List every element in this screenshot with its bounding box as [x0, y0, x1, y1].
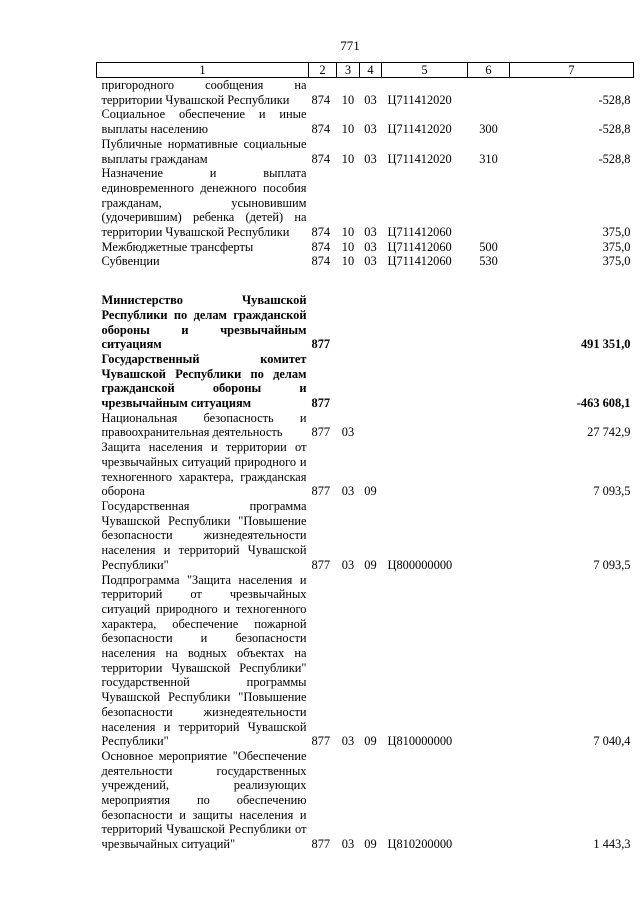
row-section: 10 [341, 239, 355, 254]
row-subsection: 03 [364, 122, 377, 137]
row-amount: -463 608,1 [576, 396, 631, 411]
row-section: 03 [341, 837, 355, 852]
row-expense: 300 [479, 122, 498, 137]
row-adm: 877 [311, 484, 331, 499]
table-row [97, 137, 634, 166]
row-expense [468, 411, 510, 440]
row-name: Основное мероприятие "Обеспечение деятельности государственных учреждений, реализующих мероприятия по обеспечению безопасности и защиты населения и территорий Чувашской Республики от чрезвычайных ситуаций" [101, 748, 307, 852]
row-target [382, 440, 468, 499]
row-amount: 1 443,3 [593, 837, 631, 852]
table-header-row [97, 63, 634, 78]
row-amount: -528,8 [598, 122, 631, 137]
row-subsection: 03 [364, 239, 377, 254]
table-row [97, 254, 634, 269]
row-subsection: 09 [364, 484, 377, 499]
row-target [382, 411, 468, 440]
row-adm: 874 [311, 225, 331, 240]
row-amount: -528,8 [598, 151, 631, 166]
row-amount: 27 742,9 [587, 425, 631, 440]
row-name: Защита населения и территории от чрезвычайных ситуаций природного и техногенного характера, гражданская оборона [101, 440, 307, 499]
row-section: 03 [341, 734, 355, 749]
table-row [97, 440, 634, 499]
column-header-target: 5 [382, 63, 468, 78]
row-amount: 7 093,5 [593, 557, 631, 572]
row-section: 10 [341, 122, 355, 137]
row-name: пригородного сообщения на территории Чувашской Республики [101, 78, 307, 107]
row-expense: 310 [479, 151, 498, 166]
column-header-adm: 2 [309, 63, 337, 78]
row-name: Публичные нормативные социальные выплаты гражданам [101, 136, 307, 166]
row-adm: 877 [311, 734, 331, 749]
row-target [382, 352, 468, 411]
row-subsection: 09 [364, 557, 377, 572]
row-expense [468, 78, 510, 108]
row-section: 10 [341, 225, 355, 240]
row-subsection: 09 [364, 837, 377, 852]
row-target: Ц711412020 [387, 92, 452, 107]
row-adm: 877 [311, 396, 331, 411]
row-expense [468, 293, 510, 352]
table-spacer-row [97, 269, 634, 293]
row-section: 03 [341, 425, 355, 440]
row-expense [468, 499, 510, 573]
row-target [382, 293, 468, 352]
row-expense [468, 440, 510, 499]
row-target: Ц810200000 [387, 837, 453, 852]
table-row [97, 749, 634, 852]
row-name: Социальное обеспечение и иные выплаты населению [101, 107, 307, 137]
row-expense [468, 749, 510, 852]
row-name: Межбюджетные трансферты [101, 239, 254, 254]
row-name: Назначение и выплата единовременного денежного пособия гражданам, усыновившим (удочерившим) ребенка (детей) на территории Чувашской Республики [101, 166, 307, 240]
row-subsection: 03 [364, 225, 377, 240]
row-expense [468, 352, 510, 411]
row-section [337, 352, 360, 411]
row-amount: 7 040,4 [593, 734, 631, 749]
row-expense [468, 166, 510, 240]
row-adm: 877 [311, 337, 331, 352]
column-header-section: 3 [337, 63, 360, 78]
table-row [97, 240, 634, 255]
row-amount: 375,0 [602, 239, 631, 254]
table-row [97, 499, 634, 573]
table-row [97, 166, 634, 240]
row-subsection: 03 [364, 92, 377, 107]
row-name: Министерство Чувашской Республики по делам гражданской обороны и чрезвычайным ситуациям [101, 293, 307, 352]
row-target: Ц711412060 [387, 239, 452, 254]
row-expense [468, 573, 510, 749]
row-amount: -528,8 [598, 92, 631, 107]
row-section: 03 [341, 484, 355, 499]
table-row [97, 107, 634, 136]
page-number: 771 [340, 38, 360, 53]
table-row [97, 293, 634, 352]
column-header-expense: 6 [468, 63, 510, 78]
row-target: Ц711412060 [387, 254, 452, 269]
row-name: Субвенции [101, 254, 160, 269]
row-adm: 877 [311, 557, 331, 572]
row-amount: 491 351,0 [580, 337, 631, 352]
row-adm: 874 [311, 254, 331, 269]
table-row [97, 411, 634, 440]
row-target: Ц711412020 [387, 151, 452, 166]
row-target: Ц810000000 [387, 734, 453, 749]
row-section: 10 [341, 92, 355, 107]
row-subsection: 03 [364, 254, 377, 269]
row-subsection [360, 352, 382, 411]
row-subsection [360, 411, 382, 440]
row-target: Ц711412060 [387, 225, 452, 240]
row-amount: 375,0 [602, 225, 631, 240]
row-name: Подпрограмма "Защита населения и территорий от чрезвычайных ситуаций природного и техногенного характера, обеспечение пожарной безопасности и безопасности населения на водных объектах на территории Чувашской Республики" государственной программы Чувашской Республики "Повышение безопасности жизнедеятельности населения и территорий Чувашской Республики" [101, 572, 307, 749]
budget-table [96, 62, 634, 852]
table-row [97, 352, 634, 411]
row-name: Государственная программа Чувашской Республики "Повышение безопасности жизнедеятельности населения и территорий Чувашской Республики" [101, 498, 307, 572]
row-adm: 877 [311, 837, 331, 852]
row-adm: 874 [311, 239, 331, 254]
row-adm: 874 [311, 92, 331, 107]
row-target: Ц711412020 [387, 122, 452, 137]
row-expense: 500 [479, 239, 498, 254]
column-header-name: 1 [97, 63, 309, 78]
row-section: 03 [341, 557, 355, 572]
row-amount: 375,0 [602, 254, 631, 269]
row-section [337, 293, 360, 352]
row-section: 10 [341, 151, 355, 166]
row-adm: 877 [311, 425, 331, 440]
table-row [97, 78, 634, 108]
spacer-cell [97, 269, 634, 293]
row-name: Государственный комитет Чувашской Республики по делам гражданской обороны и чрезвычайным ситуациям [101, 351, 307, 411]
row-adm: 874 [311, 151, 331, 166]
row-section: 10 [341, 254, 355, 269]
row-expense: 530 [479, 254, 498, 269]
row-target: Ц800000000 [387, 557, 453, 572]
column-header-amount: 7 [510, 63, 634, 78]
row-adm: 874 [311, 122, 331, 137]
row-subsection: 09 [364, 734, 377, 749]
column-header-subsection: 4 [360, 63, 382, 78]
row-subsection [360, 293, 382, 352]
row-name: Национальная безопасность и правоохранительная деятельность [101, 410, 307, 440]
row-amount: 7 093,5 [593, 484, 631, 499]
table-row [97, 573, 634, 749]
row-subsection: 03 [364, 151, 377, 166]
